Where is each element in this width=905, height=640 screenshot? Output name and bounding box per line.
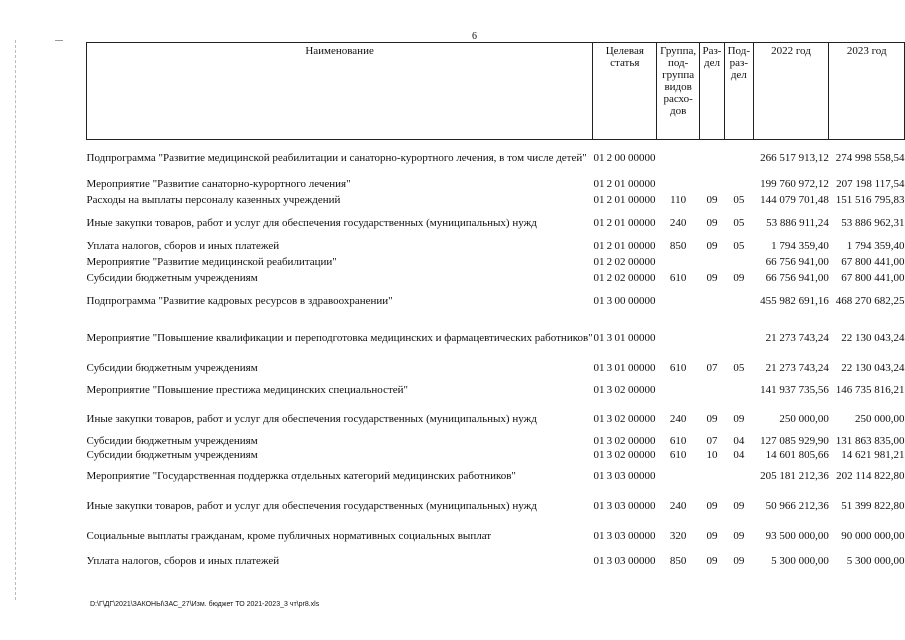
code-direction: 00000	[627, 239, 656, 252]
amount-2023: 274 998 558,54	[835, 151, 905, 164]
section-code: 09	[706, 413, 718, 425]
amount-2023: 468 270 682,25	[835, 294, 905, 307]
subsection-code	[725, 140, 753, 176]
code-program: 01	[593, 177, 605, 190]
row-name: Иные закупки товаров, работ и услуг для обеспечения государственных (муниципальных) нужд	[86, 413, 537, 425]
table-row	[87, 448, 905, 462]
amount-2022: 144 079 701,48	[760, 193, 829, 206]
header-year-2023: 2023 год	[829, 43, 905, 140]
code-subprogram: 3	[606, 434, 613, 447]
table-row	[87, 286, 905, 316]
row-name: Иные закупки товаров, работ и услуг для обеспечения государственных (муниципальных) нужд	[86, 216, 537, 229]
code-direction: 00000	[627, 294, 656, 307]
amount-2023: 67 800 441,00	[841, 271, 905, 284]
amount-2022: 93 500 000,00	[765, 530, 829, 542]
code-program: 01	[593, 434, 605, 447]
amount-2022: 141 937 735,56	[760, 384, 829, 396]
expense-group: 240	[669, 500, 687, 512]
row-name: Субсидии бюджетным учреждениям	[86, 434, 258, 447]
amount-2023: 51 399 822,80	[841, 500, 905, 512]
expense-group	[657, 176, 699, 192]
code-subprogram: 3	[606, 331, 613, 344]
code-subprogram: 3	[606, 413, 613, 425]
code-program: 01	[593, 193, 605, 206]
code-direction: 00000	[627, 331, 656, 344]
section-code	[699, 286, 724, 316]
code-program: 01	[593, 331, 605, 344]
section-code	[699, 316, 724, 360]
table-row	[87, 192, 905, 208]
subsection-code: 05	[733, 216, 745, 229]
table-row	[87, 316, 905, 360]
header-group: Группа, под-группа видов расхо-дов	[657, 43, 699, 140]
amount-2022: 21 273 743,24	[765, 331, 829, 344]
row-name: Расходы на выплаты персоналу казенных учреждений	[86, 193, 341, 206]
expense-group: 240	[669, 413, 687, 425]
section-code: 09	[706, 530, 718, 542]
code-subprogram: 3	[606, 294, 613, 307]
code-direction: 00000	[627, 271, 656, 284]
amount-2023: 250 000,00	[855, 413, 905, 425]
code-direction: 00000	[627, 448, 656, 461]
code-direction: 00000	[627, 177, 656, 190]
code-program: 01	[593, 239, 605, 252]
section-code: 09	[706, 216, 718, 229]
row-name: Субсидии бюджетным учреждениям	[86, 448, 258, 461]
subsection-code: 05	[733, 193, 745, 206]
table-row	[87, 434, 905, 448]
code-program: 01	[593, 530, 605, 542]
section-code: 07	[706, 434, 718, 447]
code-subprogram: 2	[606, 193, 613, 206]
table-row	[87, 360, 905, 376]
code-event: 02	[614, 384, 626, 396]
amount-2022: 5 300 000,00	[771, 554, 829, 567]
section-code: 09	[706, 239, 718, 252]
code-subprogram: 2	[606, 216, 613, 229]
code-direction: 00000	[627, 500, 656, 512]
row-name: Мероприятие "Повышение квалификации и переподготовка медицинских и фармацевтических работников"	[86, 331, 593, 344]
expense-group	[657, 462, 699, 491]
code-subprogram: 2	[606, 177, 613, 190]
header-year-2022: 2022 год	[753, 43, 829, 140]
expense-group: 240	[669, 216, 687, 229]
amount-2022: 66 756 941,00	[765, 271, 829, 284]
table-row	[87, 140, 905, 176]
code-program: 01	[593, 294, 605, 307]
amount-2023: 151 516 795,83	[835, 193, 905, 206]
section-code: 09	[706, 500, 718, 512]
row-name: Мероприятие "Государственная поддержка отдельных категорий медицинских работников"	[86, 470, 516, 482]
code-direction: 00000	[627, 216, 656, 229]
code-subprogram: 3	[606, 554, 613, 567]
subsection-code	[725, 254, 753, 270]
code-event: 02	[614, 434, 626, 447]
amount-2023: 67 800 441,00	[841, 255, 905, 268]
header-name: Наименование	[87, 43, 593, 140]
row-name: Иные закупки товаров, работ и услуг для обеспечения государственных (муниципальных) нужд	[86, 500, 537, 512]
code-program: 01	[593, 271, 605, 284]
code-direction: 00000	[627, 530, 656, 542]
table-row	[87, 270, 905, 286]
table-row	[87, 491, 905, 522]
amount-2022: 66 756 941,00	[765, 255, 829, 268]
code-event: 01	[614, 193, 626, 206]
section-code	[699, 462, 724, 491]
subsection-code: 09	[733, 500, 745, 512]
code-event: 02	[614, 255, 626, 268]
subsection-code: 09	[733, 554, 745, 567]
amount-2022: 205 181 212,36	[760, 470, 829, 482]
code-event: 02	[614, 271, 626, 284]
amount-2023: 22 130 043,24	[841, 361, 905, 374]
expense-group: 110	[670, 193, 687, 206]
file-path-footer: D:\Г\ДГ\2021\ЗАКОНЫ\ЗАС_27\Изм. бюджет ТО 2021-2023_3 чт\pr8.xls	[90, 601, 320, 608]
row-name: Подпрограмма "Развитие медицинской реабилитации и санаторно-курортного лечения, в том числе детей"	[86, 151, 587, 164]
expense-group: 610	[669, 434, 687, 447]
code-event: 03	[614, 554, 626, 567]
amount-2022: 127 085 929,90	[760, 434, 829, 447]
code-program: 01	[593, 151, 605, 164]
subsection-code: 09	[733, 530, 745, 542]
code-direction: 00000	[627, 413, 656, 425]
code-direction: 00000	[627, 434, 656, 447]
code-event: 03	[614, 530, 626, 542]
section-code: 10	[706, 448, 718, 461]
expense-group	[657, 286, 699, 316]
code-program: 01	[593, 361, 605, 374]
row-name: Уплата налогов, сборов и иных платежей	[86, 554, 280, 567]
code-event: 00	[614, 294, 626, 307]
code-subprogram: 3	[606, 448, 613, 461]
subsection-code: 04	[733, 448, 745, 461]
amount-2023: 1 794 359,40	[846, 239, 905, 252]
amount-2023: 14 621 981,21	[841, 448, 905, 461]
amount-2023: 90 000 000,00	[841, 530, 905, 542]
section-code	[699, 176, 724, 192]
code-direction: 00000	[627, 151, 656, 164]
code-direction: 00000	[627, 470, 656, 482]
header-subsection: Под-раз-дел	[725, 43, 753, 140]
code-event: 03	[614, 470, 626, 482]
expense-group	[657, 376, 699, 405]
row-name: Субсидии бюджетным учреждениям	[86, 271, 258, 284]
expense-group	[657, 316, 699, 360]
section-code	[699, 376, 724, 405]
amount-2023: 146 735 816,21	[835, 384, 905, 396]
table-row	[87, 405, 905, 434]
amount-2022: 14 601 805,66	[765, 448, 829, 461]
code-event: 00	[614, 151, 626, 164]
scan-edge-dash	[55, 40, 63, 41]
section-code: 09	[706, 271, 718, 284]
budget-table	[86, 42, 905, 571]
expense-group: 610	[669, 448, 687, 461]
table-row	[87, 551, 905, 571]
code-program: 01	[593, 384, 605, 396]
code-direction: 00000	[627, 361, 656, 374]
code-event: 02	[614, 448, 626, 461]
code-event: 01	[614, 361, 626, 374]
page-number: 6	[472, 31, 477, 42]
code-direction: 00000	[627, 193, 656, 206]
section-code	[699, 254, 724, 270]
code-program: 01	[593, 470, 605, 482]
amount-2023: 131 863 835,00	[835, 434, 905, 447]
code-program: 01	[593, 413, 605, 425]
expense-group	[657, 140, 699, 176]
amount-2023: 5 300 000,00	[846, 554, 905, 567]
section-code: 09	[706, 193, 718, 206]
code-event: 01	[614, 239, 626, 252]
header-target-article: Целевая статья	[593, 43, 657, 140]
code-subprogram: 2	[606, 239, 613, 252]
code-subprogram: 3	[606, 361, 613, 374]
expense-group	[657, 254, 699, 270]
code-subprogram: 2	[606, 255, 613, 268]
amount-2022: 266 517 913,12	[760, 151, 829, 164]
code-program: 01	[593, 255, 605, 268]
code-program: 01	[593, 216, 605, 229]
subsection-code: 05	[733, 361, 745, 374]
row-name: Субсидии бюджетным учреждениям	[86, 361, 258, 374]
amount-2022: 250 000,00	[779, 413, 829, 425]
expense-group: 610	[669, 271, 687, 284]
subsection-code	[725, 462, 753, 491]
subsection-code: 09	[733, 413, 745, 425]
amount-2022: 455 982 691,16	[760, 294, 829, 307]
code-event: 01	[614, 216, 626, 229]
code-event: 01	[614, 331, 626, 344]
amount-2022: 1 794 359,40	[771, 239, 829, 252]
amount-2022: 21 273 743,24	[765, 361, 829, 374]
code-event: 03	[614, 500, 626, 512]
code-direction: 00000	[627, 554, 656, 567]
code-subprogram: 2	[606, 271, 613, 284]
header-section: Раз-дел	[699, 43, 724, 140]
code-subprogram: 3	[606, 384, 613, 396]
table-row	[87, 238, 905, 254]
code-program: 01	[593, 554, 605, 567]
code-direction: 00000	[627, 255, 656, 268]
amount-2023: 202 114 822,80	[836, 470, 905, 482]
section-code: 09	[706, 554, 718, 567]
amount-2023: 22 130 043,24	[841, 331, 905, 344]
subsection-code: 09	[733, 271, 745, 284]
subsection-code	[725, 376, 753, 405]
table-row	[87, 208, 905, 238]
subsection-code: 04	[733, 434, 745, 447]
row-name: Мероприятие "Развитие медицинской реабилитации"	[86, 255, 337, 268]
section-code	[699, 140, 724, 176]
subsection-code: 05	[733, 239, 745, 252]
section-code: 07	[706, 361, 718, 374]
table-row	[87, 462, 905, 491]
amount-2022: 53 886 911,24	[766, 216, 829, 229]
amount-2022: 50 966 212,36	[765, 500, 829, 512]
table-row	[87, 376, 905, 405]
amount-2022: 199 760 972,12	[760, 177, 829, 190]
code-event: 01	[614, 177, 626, 190]
code-event: 02	[614, 413, 626, 425]
row-name: Уплата налогов, сборов и иных платежей	[86, 239, 280, 252]
row-name: Мероприятие "Развитие санаторно-курортного лечения"	[86, 177, 351, 190]
amount-2023: 53 886 962,31	[841, 216, 905, 229]
table-row	[87, 176, 905, 192]
expense-group: 610	[669, 361, 687, 374]
subsection-code	[725, 316, 753, 360]
expense-group: 320	[669, 530, 687, 542]
table-row	[87, 254, 905, 270]
row-name: Мероприятие "Повышение престижа медицинских специальностей"	[86, 384, 409, 396]
subsection-code	[725, 286, 753, 316]
table-row	[87, 522, 905, 551]
code-subprogram: 3	[606, 470, 613, 482]
code-subprogram: 2	[606, 151, 613, 164]
code-direction: 00000	[627, 384, 656, 396]
row-name: Подпрограмма "Развитие кадровых ресурсов в здравоохранении"	[86, 294, 393, 307]
table-header-row	[87, 43, 905, 140]
code-program: 01	[593, 448, 605, 461]
expense-group: 850	[669, 554, 687, 567]
code-subprogram: 3	[606, 530, 613, 542]
subsection-code	[725, 176, 753, 192]
code-program: 01	[593, 500, 605, 512]
code-subprogram: 3	[606, 500, 613, 512]
row-name: Социальные выплаты гражданам, кроме публичных нормативных социальных выплат	[86, 530, 492, 542]
scan-edge-marks	[15, 40, 17, 600]
amount-2023: 207 198 117,54	[836, 177, 905, 190]
expense-group: 850	[669, 239, 687, 252]
